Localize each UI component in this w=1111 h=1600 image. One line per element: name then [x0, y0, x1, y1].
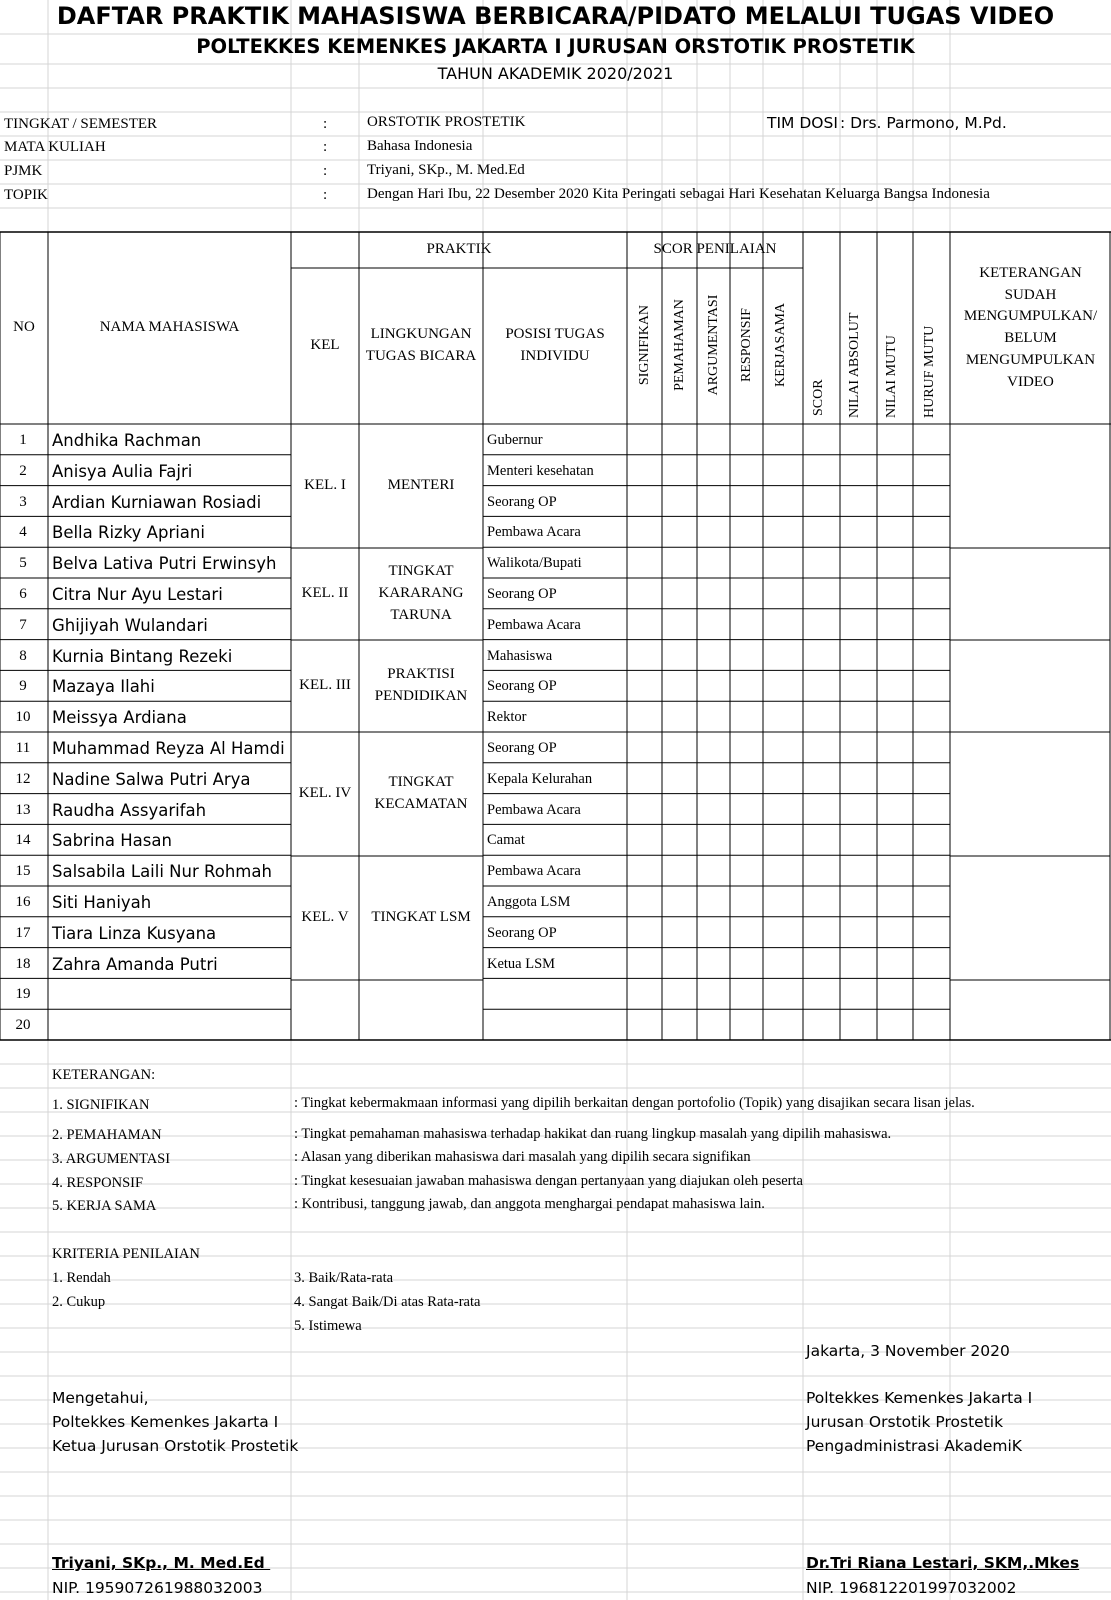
keterangan-desc: : Tingkat kesesuaian jawaban mahasiswa dengan pertanyaan yang diajukan oleh peserta	[294, 1173, 803, 1189]
row-number: 4	[19, 524, 27, 541]
col-posisi-header: POSISI TUGAS INDIVIDU	[505, 326, 605, 364]
group-lingkungan: MENTERI	[387, 477, 455, 494]
left-sign-line: Poltekkes Kemenkes Jakarta I	[52, 1413, 279, 1431]
left-signer-nip: NIP. 195907261988032003	[52, 1579, 263, 1597]
keterangan-desc: : Alasan yang diberikan mahasiswa dari masalah yang dipilih secara signifikan	[294, 1149, 751, 1165]
tingkat-label: TINGKAT / SEMESTER	[4, 116, 158, 132]
group-kel: KEL. IV	[298, 785, 352, 802]
student-posisi: Pembawa Acara	[487, 524, 581, 541]
group-kel: KEL. V	[301, 909, 349, 926]
row-number: 19	[15, 986, 31, 1003]
group-kel: KEL. I	[304, 477, 346, 494]
row-number: 7	[19, 616, 27, 633]
student-posisi: Seorang OP	[487, 678, 557, 695]
student-name: Ghijiyah Wulandari	[52, 615, 208, 635]
col-argumentasi-header: ARGUMENTASI	[706, 294, 721, 396]
student-name: Citra Nur Ayu Lestari	[52, 585, 223, 604]
student-name: Ardian Kurniawan Rosiadi	[52, 492, 262, 512]
student-posisi: Camat	[487, 832, 525, 849]
kriteria-item: 2. Cukup	[52, 1294, 106, 1310]
group-lingkungan: TINGKAT LSM	[371, 909, 471, 926]
col-responsif-header: RESPONSIF	[739, 308, 754, 382]
student-name: Zahra Amanda Putri	[52, 954, 218, 974]
col-keterangan-header: KETERANGAN SUDAH MENGUMPULKAN/ BELUM MENGUMPULKAN VIDEO	[963, 264, 1098, 390]
col-nilai-absolut-header: NILAI ABSOLUT	[847, 312, 862, 418]
student-posisi: Pembawa Acara	[487, 801, 581, 818]
student-name: Bella Rizky Apriani	[52, 523, 205, 543]
student-name: Andhika Rachman	[52, 431, 202, 450]
student-name: Siti Haniyah	[52, 893, 152, 912]
row-number: 12	[15, 770, 31, 787]
student-name: Salsabila Laili Nur Rohmah	[52, 862, 272, 882]
col-kerjasama-header: KERJASAMA	[773, 303, 788, 388]
left-signer-name: Triyani, SKp., M. Med.Ed	[52, 1554, 271, 1572]
colon: :	[323, 116, 328, 132]
student-posisi: Kepala Kelurahan	[487, 770, 593, 787]
student-posisi: Rektor	[487, 709, 527, 726]
place-date: Jakarta, 3 November 2020	[806, 1342, 1010, 1360]
colon: :	[323, 163, 328, 179]
row-number: 5	[19, 555, 27, 572]
keterangan-label: 2. PEMAHAMAN	[52, 1127, 162, 1143]
kriteria-item: 1. Rendah	[52, 1270, 111, 1286]
student-name: Nadine Salwa Putri Arya	[52, 769, 251, 789]
group-kel: KEL. III	[299, 677, 351, 694]
right-sign-line: Poltekkes Kemenkes Jakarta I	[806, 1389, 1033, 1407]
colon: :	[323, 139, 328, 155]
student-posisi: Anggota LSM	[487, 894, 571, 910]
keterangan-label: 1. SIGNIFIKAN	[52, 1097, 150, 1113]
student-name: Mazaya Ilahi	[52, 677, 155, 697]
keterangan-label: 3. ARGUMENTASI	[52, 1151, 171, 1167]
col-nilai-mutu-header: NILAI MUTU	[884, 335, 899, 418]
row-number: 2	[19, 462, 27, 479]
left-sign-line: Ketua Jurusan Orstotik Prostetik	[52, 1437, 299, 1455]
col-kel-header: KEL	[310, 337, 340, 354]
student-posisi: Mahasiswa	[487, 647, 553, 664]
topik-label: TOPIK	[4, 187, 48, 203]
colon: :	[323, 187, 328, 203]
right-signer-nip: NIP. 196812201997032002	[806, 1579, 1017, 1597]
row-number: 1	[19, 432, 27, 448]
student-name: Tiara Linza Kusyana	[52, 923, 217, 943]
student-posisi: Seorang OP	[487, 740, 557, 756]
page-title: DAFTAR PRAKTIK MAHASISWA BERBICARA/PIDATO MELALUI TUGAS VIDEO	[56, 2, 1055, 30]
pjmk-label: PJMK	[4, 163, 43, 179]
group-kel: KEL. II	[301, 585, 349, 602]
student-name: Anisya Aulia Fajri	[52, 461, 193, 481]
student-posisi: Seorang OP	[487, 493, 557, 510]
student-name: Muhammad Reyza Al Hamdi	[52, 739, 285, 758]
student-posisi: Gubernur	[487, 432, 543, 448]
mata-kuliah-value: Bahasa Indonesia	[367, 138, 473, 154]
keterangan-label: 4. RESPONSIF	[52, 1175, 144, 1191]
row-number: 14	[15, 832, 31, 849]
student-posisi: Seorang OP	[487, 924, 557, 941]
col-no-header: NO	[13, 319, 35, 336]
student-name: Raudha Assyarifah	[52, 800, 207, 820]
row-number: 6	[19, 586, 27, 602]
right-signer-name: Dr.Tri Riana Lestari, SKM,.Mkes	[806, 1554, 1080, 1572]
student-name: Sabrina Hasan	[52, 831, 172, 851]
group-lingkungan: TINGKAT KECAMATAN	[374, 774, 468, 812]
pjmk-value: Triyani, SKp., M. Med.Ed	[367, 162, 525, 178]
row-number: 16	[15, 894, 31, 910]
right-sign-line: Jurusan Orstotik Prostetik	[806, 1413, 1004, 1431]
tingkat-value: ORSTOTIK PROSTETIK	[367, 114, 526, 130]
col-signifikan-header: SIGNIFIKAN	[637, 304, 652, 386]
col-pemahaman-header: PEMAHAMAN	[672, 299, 687, 391]
group-lingkungan: PRAKTISI PENDIDIKAN	[374, 666, 468, 704]
page-subtitle: POLTEKKES KEMENKES JAKARTA I JURUSAN ORSTOTIK PROSTETIK	[196, 35, 915, 58]
student-posisi: Pembawa Acara	[487, 863, 581, 880]
student-name: Kurnia Bintang Rezeki	[52, 646, 233, 666]
keterangan-desc: : Tingkat kebermakmaan informasi yang dipilih berkaitan dengan portofolio (Topik) yang disajikan secara lisan jelas.	[294, 1095, 975, 1111]
scor-penilaian-header: SCOR PENILAIAN	[653, 241, 777, 258]
keterangan-label: 5. KERJA SAMA	[52, 1198, 157, 1214]
row-number: 8	[19, 647, 27, 664]
row-number: 11	[15, 740, 31, 756]
kriteria-title: KRITERIA PENILAIAN	[52, 1246, 200, 1262]
kriteria-item: 3. Baik/Rata-rata	[294, 1270, 394, 1286]
col-lingkungan-header: LINGKUNGAN TUGAS BICARA	[365, 326, 477, 364]
student-name: Belva Lativa Putri Erwinsyh	[52, 554, 277, 574]
kriteria-item: 5. Istimewa	[294, 1318, 362, 1334]
right-sign-line: Pengadministrasi AkademiK	[806, 1437, 1022, 1455]
praktik-header: PRAKTIK	[426, 241, 492, 258]
row-number: 10	[15, 709, 31, 726]
row-number: 20	[15, 1017, 31, 1034]
tim-dosen-value: : Drs. Parmono, M.Pd.	[840, 114, 1007, 132]
row-number: 18	[15, 955, 31, 972]
keterangan-desc: : Kontribusi, tanggung jawab, dan anggota menghargai pendapat mahasiswa lain.	[294, 1196, 765, 1212]
tim-dosen-label: TIM DOSI	[767, 114, 838, 132]
col-nama-header: NAMA MAHASISWA	[99, 319, 240, 336]
col-scor-header: SCOR	[811, 379, 826, 416]
student-posisi: Walikota/Bupati	[487, 555, 582, 572]
col-huruf-mutu-header: HURUF MUTU	[922, 325, 937, 418]
keterangan-desc: : Tingkat pemahaman mahasiswa terhadap hakikat dan ruang lingkup masalah yang dipilih mahasiswa.	[294, 1126, 892, 1142]
row-number: 9	[19, 678, 27, 695]
student-posisi: Pembawa Acara	[487, 616, 581, 633]
row-number: 13	[15, 801, 31, 818]
topik-value: Dengan Hari Ibu, 22 Desember 2020 Kita Peringati sebagai Hari Kesehatan Keluarga Bangsa Indonesia	[367, 186, 990, 202]
student-posisi: Menteri kesehatan	[487, 462, 594, 479]
row-number: 15	[15, 863, 31, 880]
student-name: Meissya Ardiana	[52, 708, 187, 728]
row-number: 17	[15, 924, 31, 941]
student-posisi: Ketua LSM	[487, 955, 556, 972]
student-posisi: Seorang OP	[487, 586, 557, 602]
mata-kuliah-label: MATA KULIAH	[4, 139, 106, 155]
academic-year: TAHUN AKADEMIK 2020/2021	[437, 64, 674, 83]
left-sign-line: Mengetahui,	[52, 1389, 149, 1407]
row-number: 3	[19, 493, 27, 510]
group-lingkungan: TINGKAT KARARANG TARUNA	[378, 563, 464, 623]
kriteria-item: 4. Sangat Baik/Di atas Rata-rata	[294, 1294, 481, 1310]
keterangan-title: KETERANGAN:	[52, 1067, 156, 1083]
